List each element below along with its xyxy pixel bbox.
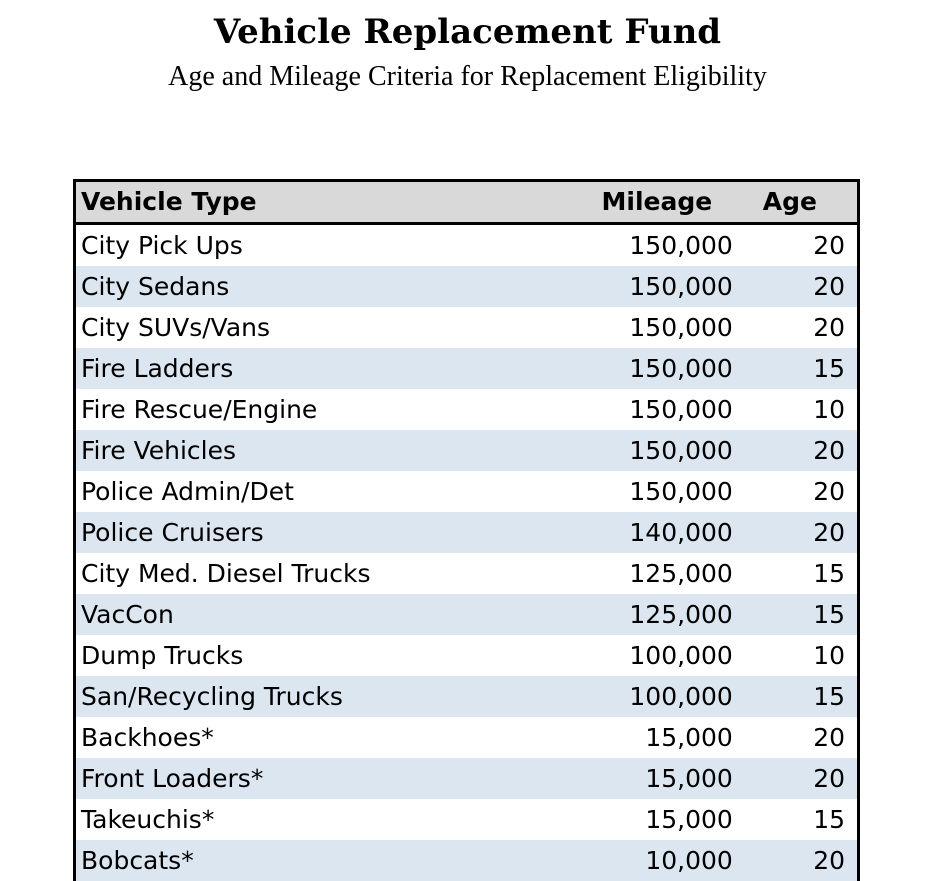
- table-row: [76, 430, 857, 471]
- table-row: [76, 224, 857, 267]
- cell-vehicle-type: City Med. Diesel Trucks: [76, 553, 521, 594]
- cell-vehicle-type: VacCon: [76, 594, 521, 635]
- table-row: [76, 758, 857, 799]
- cell-vehicle-type: City Pick Ups: [76, 224, 521, 267]
- cell-mileage: 100,000: [521, 676, 733, 717]
- cell-mileage: 150,000: [521, 348, 733, 389]
- cell-mileage: 150,000: [521, 307, 733, 348]
- cell-mileage: 125,000: [521, 594, 733, 635]
- table-row: [76, 266, 857, 307]
- cell-vehicle-type: Takeuchis*: [76, 799, 521, 840]
- cell-age: 10: [733, 389, 857, 430]
- cell-age: 20: [733, 717, 857, 758]
- table-row: [76, 676, 857, 717]
- cell-age: 20: [733, 430, 857, 471]
- cell-vehicle-type: Police Admin/Det: [76, 471, 521, 512]
- cell-vehicle-type: Police Cruisers: [76, 512, 521, 553]
- cell-vehicle-type: Fire Vehicles: [76, 430, 521, 471]
- cell-mileage: 125,000: [521, 553, 733, 594]
- cell-vehicle-type: Dump Trucks: [76, 635, 521, 676]
- header-vehicle-type: Vehicle Type: [76, 182, 521, 224]
- table-row: [76, 348, 857, 389]
- cell-vehicle-type: City Sedans: [76, 266, 521, 307]
- cell-vehicle-type: Fire Ladders: [76, 348, 521, 389]
- cell-age: 20: [733, 266, 857, 307]
- cell-mileage: 150,000: [521, 224, 733, 267]
- cell-mileage: 150,000: [521, 471, 733, 512]
- cell-age: 15: [733, 348, 857, 389]
- cell-age: 20: [733, 758, 857, 799]
- cell-vehicle-type: Front Loaders*: [76, 758, 521, 799]
- header-age: Age: [733, 182, 857, 224]
- cell-mileage: 150,000: [521, 266, 733, 307]
- cell-vehicle-type: Backhoes*: [76, 717, 521, 758]
- cell-age: 20: [733, 471, 857, 512]
- cell-vehicle-type: Bobcats*: [76, 840, 521, 881]
- table-row: [76, 799, 857, 840]
- cell-age: 15: [733, 594, 857, 635]
- header-mileage: Mileage: [521, 182, 733, 224]
- document-subtitle: Age and Mileage Criteria for Replacement Eligibility: [0, 61, 935, 93]
- cell-age: 20: [733, 840, 857, 881]
- cell-vehicle-type: Fire Rescue/Engine: [76, 389, 521, 430]
- table-body: [76, 224, 857, 881]
- table-row: [76, 717, 857, 758]
- cell-mileage: 100,000: [521, 635, 733, 676]
- cell-age: 10: [733, 635, 857, 676]
- table-header-row: [76, 182, 857, 224]
- criteria-table: [73, 179, 860, 881]
- cell-age: 15: [733, 553, 857, 594]
- cell-age: 20: [733, 224, 857, 267]
- cell-mileage: 10,000: [521, 840, 733, 881]
- table-row: [76, 512, 857, 553]
- cell-mileage: 150,000: [521, 430, 733, 471]
- cell-age: 15: [733, 799, 857, 840]
- table-row: [76, 471, 857, 512]
- table-row: [76, 553, 857, 594]
- table-row: [76, 307, 857, 348]
- cell-mileage: 15,000: [521, 799, 733, 840]
- cell-age: 20: [733, 512, 857, 553]
- document-title: Vehicle Replacement Fund: [0, 12, 935, 52]
- table-row: [76, 594, 857, 635]
- table-row: [76, 840, 857, 881]
- cell-mileage: 140,000: [521, 512, 733, 553]
- cell-age: 20: [733, 307, 857, 348]
- table-row: [76, 389, 857, 430]
- cell-mileage: 15,000: [521, 758, 733, 799]
- cell-vehicle-type: City SUVs/Vans: [76, 307, 521, 348]
- table-row: [76, 635, 857, 676]
- cell-mileage: 15,000: [521, 717, 733, 758]
- cell-mileage: 150,000: [521, 389, 733, 430]
- cell-vehicle-type: San/Recycling Trucks: [76, 676, 521, 717]
- cell-age: 15: [733, 676, 857, 717]
